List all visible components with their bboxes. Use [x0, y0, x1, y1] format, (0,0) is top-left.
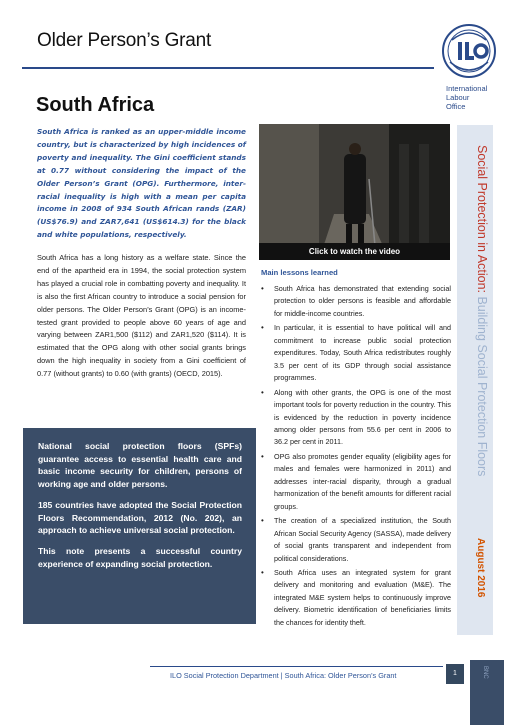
ilo-logo-icon: [440, 22, 498, 80]
callout-paragraph: 185 countries have adopted the Social Protection Floors Recommendation, 2012 (No. 202), an approach to achieve universal social protection.: [38, 499, 242, 536]
header-divider: [22, 67, 434, 69]
ilo-logo-caption: International Labour Office: [446, 84, 488, 111]
video-thumbnail[interactable]: [259, 124, 450, 260]
publication-date: August 2016: [475, 538, 486, 598]
list-item: • Along with other grants, the OPG is one of the most important tools for poverty reduction in the country. This is evidenced by the reduction in poverty incidence among older persons from 55.6 per cent in 2006 to 36.2 per cent in 2011.: [261, 387, 451, 449]
watch-video-link[interactable]: Click to watch the video: [259, 243, 450, 260]
callout-box: [23, 428, 256, 624]
callout-paragraph: This note presents a successful country experience of expanding social protection.: [38, 545, 242, 569]
footer-text: ILO Social Protection Department | South Africa: Older Person’s Grant: [170, 671, 397, 680]
document-title: Older Person’s Grant: [37, 30, 212, 51]
page-number: 1: [446, 664, 464, 684]
footer-divider: [150, 666, 443, 667]
list-item: • OPG also promotes gender equality (eligibility ages for males and females were harmonized in 2011) and addresses inter-racial disparity, through a gradual harmonization of the benefit amounts for different racial groups.: [261, 451, 451, 513]
lessons-list: [261, 283, 451, 631]
lessons-heading: Main lessons learned: [261, 268, 338, 277]
photo-scene-icon: [259, 124, 450, 260]
list-item: • South Africa uses an integrated system for grant delivery and monitoring and evaluation (M&E). The integrated M&E system helps to continuously improve delivery. Biometric identification of beneficiaries limits the chances for identity theft.: [261, 567, 451, 629]
body-paragraph: South Africa has a long history as a welfare state. Since the end of the apartheid era in 1994, the social protection system has played a crucial role in combatting poverty and inequality. It is also the first African country to introduce a social pension for older persons. The Older Person’s Grant (OPG) is an income-tested grant provided to people above 60 years of age and varying between ZAR1,500 ($112) and ZAR1,520 ($114). It is estimated that the OPG along with other social grants brings down the high inequality in society from a Gini coefficient of 0.77 (without grants) to 0.60 (with grants) (OECD, 2015).: [37, 253, 246, 379]
corner-tab: BNC: [470, 660, 504, 725]
callout-paragraph: National social protection floors (SPFs) guarantee access to essential health care and basic income security for children, persons of working age and older persons.: [38, 441, 242, 490]
series-title: Social Protection in Action: Building Social Protection Floors: [475, 145, 489, 477]
list-item: • In particular, it is essential to have political will and commitment to increase public social protection expenditures. Today, South Africa redistributes roughly 3.5 per cent of its GDP through social assistance programmes.: [261, 322, 451, 384]
country-title: South Africa: [36, 94, 155, 116]
list-item: • The creation of a specialized institution, the South African Social Security Agency (SASSA), made delivery of social grants transparent and independent from political considerations.: [261, 515, 451, 565]
lead-paragraph: South Africa is ranked as an upper-middle income country, but is characterized by high incidences of poverty and inequality. The Gini coefficient stands at 0.77 without considering the impact of the Older Person’s Grant (OPG). Furthermore, inter-racial inequality is high with a mean per capita income in 2008 of 934 South African rands (ZAR) (US$76.9) and ZAR7,641 (US$614.3) for the black and white populations, respectively.: [37, 127, 246, 240]
list-item: • South Africa has demonstrated that extending social protection to older persons is feasible and affordable for middle-income countries.: [261, 283, 451, 320]
